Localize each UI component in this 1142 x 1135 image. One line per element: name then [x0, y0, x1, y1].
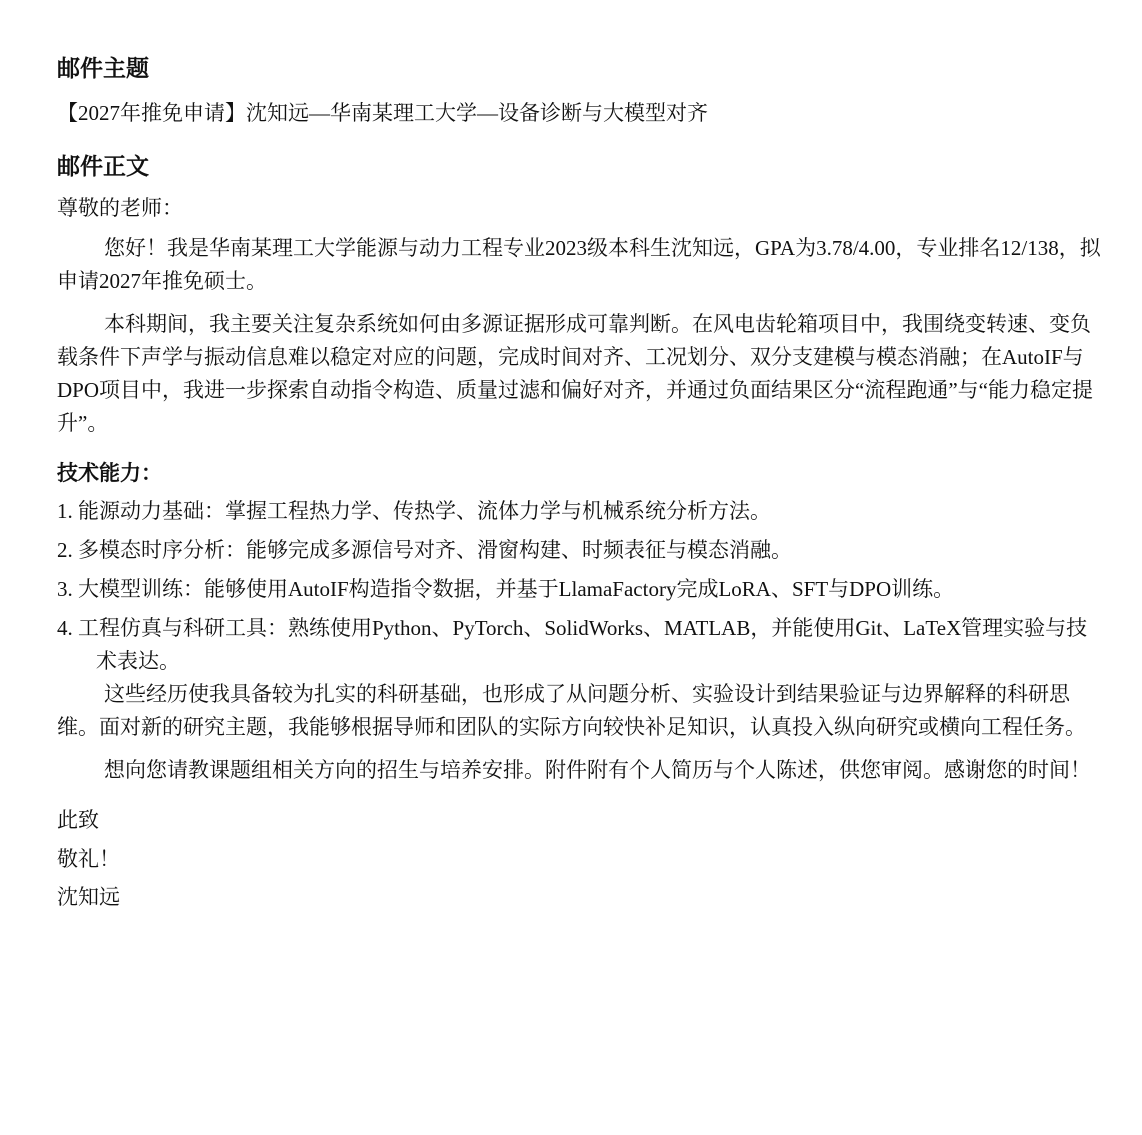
skill-number: 4.	[57, 616, 73, 640]
intro-paragraph: 您好！我是华南某理工大学能源与动力工程专业2023级本科生沈知远，GPA为3.78/4.00，专业排名12/138，拟申请2027年推免硕士。	[57, 236, 1101, 293]
skill-text: 大模型训练：能够使用AutoIF构造指令数据，并基于LlamaFactory完成LoRA、SFT与DPO训练。	[78, 577, 955, 601]
closing	[57, 801, 1102, 917]
skill-number: 3.	[57, 577, 73, 601]
experience-paragraph: 本科期间，我主要关注复杂系统如何由多源证据形成可靠判断。在风电齿轮箱项目中，我围绕变转速、变负载条件下声学与振动信息难以稳定对应的问题，完成时间对齐、工况划分、双分支建模与模态消融；在AutoIF与DPO项目中，我进一步探索自动指令构造、质量过滤和偏好对齐，并通过负面结果区分“流程跑通”与“能力稳定提升”。	[57, 312, 1093, 435]
signature: 沈知远	[57, 885, 120, 909]
skill-number: 1.	[57, 499, 73, 523]
body-heading: 邮件正文	[57, 154, 149, 180]
subject-heading: 邮件主题	[57, 56, 149, 82]
greeting: 尊敬的老师：	[57, 196, 183, 220]
skills-list	[57, 495, 1102, 678]
skill-item	[57, 612, 1102, 678]
closing-line: 此致	[57, 808, 99, 832]
salutation-line: 敬礼！	[57, 846, 120, 871]
request-paragraph: 想向您请教课题组相关方向的招生与培养安排。附件附有个人简历与个人陈述，供您审阅。感谢您的时间！	[104, 758, 1091, 782]
skill-item	[57, 573, 1102, 606]
research-paragraph: 这些经历使我具备较为扎实的科研基础，也形成了从问题分析、实验设计到结果验证与边界解释的科研思维。面对新的研究主题，我能够根据导师和团队的实际方向较快补足知识，认真投入纵向研究或横向工程任务。	[57, 682, 1086, 739]
skill-text: 工程仿真与科研工具：熟练使用Python、PyTorch、SolidWorks、MATLAB，并能使用Git、LaTeX管理实验与技术表达。	[78, 616, 1088, 673]
skill-text: 能源动力基础：掌握工程热力学、传热学、流体力学与机械系统分析方法。	[78, 499, 771, 523]
skill-number: 2.	[57, 538, 73, 562]
skill-item	[57, 495, 1102, 528]
skill-text: 多模态时序分析：能够完成多源信号对齐、滑窗构建、时频表征与模态消融。	[78, 538, 792, 562]
email-subject: 【2027年推免申请】沈知远—华南某理工大学—设备诊断与大模型对齐	[57, 101, 708, 125]
skill-item	[57, 534, 1102, 567]
skills-heading: 技术能力：	[57, 461, 162, 485]
